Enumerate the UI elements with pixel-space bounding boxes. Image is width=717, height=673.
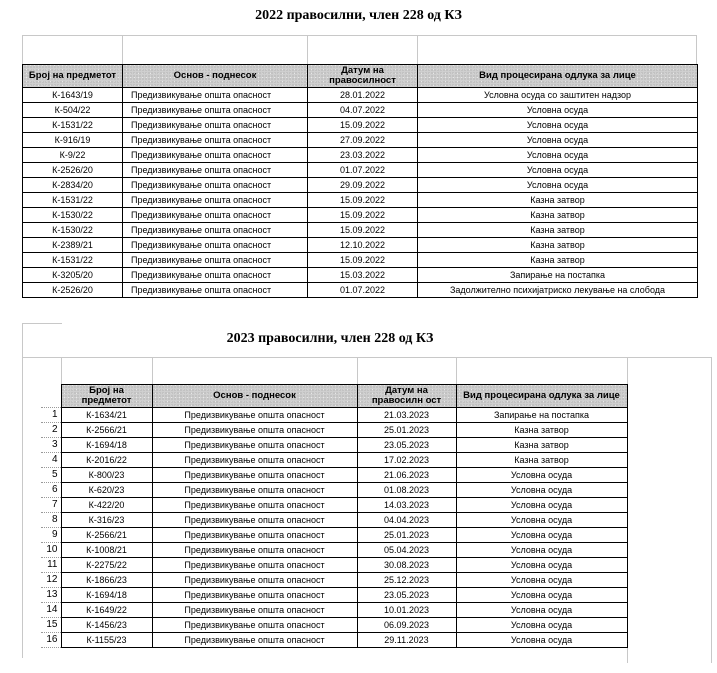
table-cell: 12.10.2022 xyxy=(308,238,418,253)
table-cell: Условна осуда xyxy=(456,513,627,528)
table-cell: Казна затвор xyxy=(418,253,698,268)
table-row xyxy=(41,528,627,543)
table-row xyxy=(23,283,698,298)
table-cell: Условна осуда xyxy=(456,558,627,573)
table-row xyxy=(41,468,627,483)
row-number: 14 xyxy=(41,603,61,618)
row-number: 12 xyxy=(41,573,61,588)
table-row xyxy=(41,423,627,438)
table-cell: Предизвикување општа опасност xyxy=(123,283,308,298)
table-cell: 27.09.2022 xyxy=(308,133,418,148)
table-cell: К-800/23 xyxy=(61,468,152,483)
table-cell: Предизвикување општа опасност xyxy=(123,118,308,133)
table-row xyxy=(41,558,627,573)
row-number: 8 xyxy=(41,513,61,528)
row-number: 9 xyxy=(41,528,61,543)
table-cell: 23.05.2023 xyxy=(357,588,456,603)
row-number: 5 xyxy=(41,468,61,483)
grid-line xyxy=(696,35,697,64)
table-cell: 05.04.2023 xyxy=(357,543,456,558)
table-cell: Предизвикување општа опасност xyxy=(152,498,357,513)
table-row xyxy=(23,238,698,253)
table-cell: 10.01.2023 xyxy=(357,603,456,618)
table-cell: 30.08.2023 xyxy=(357,558,456,573)
table-cell: К-504/22 xyxy=(23,103,123,118)
table-cell: Условна осуда xyxy=(456,588,627,603)
table-2023 xyxy=(41,384,628,648)
table-cell: Условна осуда xyxy=(418,148,698,163)
table-cell: Условна осуда xyxy=(418,103,698,118)
grid-line xyxy=(307,35,308,64)
table-cell: К-1866/23 xyxy=(61,573,152,588)
table-cell: К-316/23 xyxy=(61,513,152,528)
table-cell: 25.12.2023 xyxy=(357,573,456,588)
table-row xyxy=(23,163,698,178)
table-cell: Условна осуда xyxy=(456,573,627,588)
table-cell: Условна осуда xyxy=(456,618,627,633)
grid-line xyxy=(22,35,697,36)
table-cell: К-1531/22 xyxy=(23,253,123,268)
table-cell: 25.01.2023 xyxy=(357,528,456,543)
table-cell: 15.09.2022 xyxy=(308,208,418,223)
table-cell: К-2275/22 xyxy=(61,558,152,573)
table-cell: 28.01.2022 xyxy=(308,88,418,103)
table-cell: 15.03.2022 xyxy=(308,268,418,283)
table-cell: К-1530/22 xyxy=(23,208,123,223)
table-cell: Условна осуда xyxy=(418,133,698,148)
table-row xyxy=(41,453,627,468)
table-cell: 04.04.2023 xyxy=(357,513,456,528)
table-cell: Предизвикување општа опасност xyxy=(123,103,308,118)
table-cell: Предизвикување општа опасност xyxy=(152,468,357,483)
table-cell: К-1694/18 xyxy=(61,438,152,453)
table-cell: 15.09.2022 xyxy=(308,118,418,133)
table-cell: 15.09.2022 xyxy=(308,193,418,208)
table-cell: Предизвикување општа опасност xyxy=(152,438,357,453)
table-row xyxy=(23,148,698,163)
table-row xyxy=(41,498,627,513)
table-cell: К-1634/21 xyxy=(61,408,152,423)
table-cell: Предизвикување општа опасност xyxy=(123,193,308,208)
column-header: Датум на правосилн ост xyxy=(357,385,456,408)
grid-line xyxy=(22,35,23,64)
table-cell: Предизвикување општа опасност xyxy=(152,528,357,543)
column-header: Основ - поднесок xyxy=(123,65,308,88)
grid-line xyxy=(456,357,457,384)
table-cell: К-9/22 xyxy=(23,148,123,163)
table-cell: Предизвикување општа опасност xyxy=(152,588,357,603)
table-cell: Задолжително психијатриско лекување на слобода xyxy=(418,283,698,298)
table-cell: К-1456/23 xyxy=(61,618,152,633)
row-number: 11 xyxy=(41,558,61,573)
table-cell: Предизвикување општа опасност xyxy=(123,178,308,193)
table-cell: Предизвикување општа опасност xyxy=(123,148,308,163)
table-cell: 14.03.2023 xyxy=(357,498,456,513)
table-cell: К-1155/23 xyxy=(61,633,152,648)
table-row xyxy=(23,223,698,238)
table-cell: К-1530/22 xyxy=(23,223,123,238)
table-cell: Условна осуда xyxy=(456,543,627,558)
table-cell: К-2016/22 xyxy=(61,453,152,468)
table-row xyxy=(41,408,627,423)
table-cell: Предизвикување општа опасност xyxy=(152,573,357,588)
table-cell: 29.11.2023 xyxy=(357,633,456,648)
table-cell: Предизвикување општа опасност xyxy=(123,163,308,178)
table-row xyxy=(41,573,627,588)
table-cell: Предизвикување општа опасност xyxy=(123,133,308,148)
table-cell: 15.09.2022 xyxy=(308,253,418,268)
table-cell: 25.01.2023 xyxy=(357,423,456,438)
table-cell: Казна затвор xyxy=(456,423,627,438)
table-cell: Запирање на постапка xyxy=(418,268,698,283)
grid-line xyxy=(417,35,418,64)
table-cell: К-2526/20 xyxy=(23,283,123,298)
table-cell: К-3205/20 xyxy=(23,268,123,283)
table-cell: К-1649/22 xyxy=(61,603,152,618)
row-number: 2 xyxy=(41,423,61,438)
table-cell: Условна осуда xyxy=(456,468,627,483)
table-row xyxy=(23,88,698,103)
column-header: Датум на правосилност xyxy=(308,65,418,88)
table-cell: К-620/23 xyxy=(61,483,152,498)
table-row xyxy=(23,178,698,193)
table-cell: К-422/20 xyxy=(61,498,152,513)
column-header: Број на предметот xyxy=(61,385,152,408)
row-number: 16 xyxy=(41,633,61,648)
table-cell: К-1643/19 xyxy=(23,88,123,103)
table-row xyxy=(41,633,627,648)
table-cell: Предизвикување општа опасност xyxy=(152,423,357,438)
table-cell: Казна затвор xyxy=(418,193,698,208)
table-cell: 01.08.2023 xyxy=(357,483,456,498)
table-cell: 29.09.2022 xyxy=(308,178,418,193)
row-number: 7 xyxy=(41,498,61,513)
column-header: Вид процесирана одлука за лице xyxy=(418,65,698,88)
table-2022-title: 2022 правосилни, член 228 од КЗ xyxy=(255,8,462,23)
table-cell: Предизвикување општа опасност xyxy=(152,558,357,573)
table-cell: К-2566/21 xyxy=(61,423,152,438)
column-header: Број на предметот xyxy=(23,65,123,88)
table-cell: Казна затвор xyxy=(418,223,698,238)
table-header-row xyxy=(41,385,627,408)
table-cell: 21.03.2023 xyxy=(357,408,456,423)
table-cell: Предизвикување општа опасност xyxy=(123,268,308,283)
table-cell: 04.07.2022 xyxy=(308,103,418,118)
table-2023-title: 2023 правосилни, член 228 од КЗ xyxy=(226,331,434,346)
table-cell: К-2566/21 xyxy=(61,528,152,543)
table-cell: 17.02.2023 xyxy=(357,453,456,468)
table-row xyxy=(41,603,627,618)
table-cell: Предизвикување општа опасност xyxy=(152,603,357,618)
table-row xyxy=(41,513,627,528)
table-row xyxy=(23,118,698,133)
table-cell: Условна осуда xyxy=(456,603,627,618)
table-cell: К-916/19 xyxy=(23,133,123,148)
table-cell: 21.06.2023 xyxy=(357,468,456,483)
grid-line xyxy=(122,35,123,64)
table-cell: К-2526/20 xyxy=(23,163,123,178)
table-cell: Предизвикување општа опасност xyxy=(152,408,357,423)
grid-line xyxy=(152,357,153,384)
table-cell: Предизвикување општа опасност xyxy=(123,223,308,238)
table-row xyxy=(23,268,698,283)
table-cell: Условна осуда xyxy=(456,498,627,513)
table-cell: 15.09.2022 xyxy=(308,223,418,238)
table-cell: 23.05.2023 xyxy=(357,438,456,453)
row-number: 13 xyxy=(41,588,61,603)
table-cell: К-1008/21 xyxy=(61,543,152,558)
table-2022 xyxy=(22,64,698,298)
row-number: 6 xyxy=(41,483,61,498)
table-cell: Условна осуда xyxy=(418,163,698,178)
table-cell: Условна осуда xyxy=(418,118,698,133)
table-cell: Предизвикување општа опасност xyxy=(152,483,357,498)
table-cell: К-1531/22 xyxy=(23,193,123,208)
table-cell: Условна осуда xyxy=(456,528,627,543)
table-cell: Казна затвор xyxy=(418,208,698,223)
table-cell: Предизвикување општа опасност xyxy=(123,88,308,103)
grid-line xyxy=(711,357,712,663)
table-row xyxy=(41,588,627,603)
table-row xyxy=(41,543,627,558)
grid-line xyxy=(22,323,23,658)
table-cell: 06.09.2023 xyxy=(357,618,456,633)
table-cell: Казна затвор xyxy=(456,453,627,468)
table-cell: 01.07.2022 xyxy=(308,283,418,298)
table-row xyxy=(23,133,698,148)
table-cell: Предизвикување општа опасност xyxy=(152,513,357,528)
table-cell: Предизвикување општа опасност xyxy=(123,253,308,268)
table-cell: К-2389/21 xyxy=(23,238,123,253)
grid-line xyxy=(61,357,62,384)
grid-line xyxy=(357,357,358,384)
table-row xyxy=(23,103,698,118)
table-cell: Условна осуда xyxy=(456,483,627,498)
table-cell: Запирање на постапка xyxy=(456,408,627,423)
table-cell: Предизвикување општа опасност xyxy=(123,238,308,253)
table-cell: К-1531/22 xyxy=(23,118,123,133)
table-row xyxy=(41,618,627,633)
table-row xyxy=(41,438,627,453)
grid-line xyxy=(22,357,712,358)
row-number-header xyxy=(41,385,61,408)
table-cell: Предизвикување општа опасност xyxy=(123,208,308,223)
row-number: 1 xyxy=(41,408,61,423)
grid-line xyxy=(22,323,62,324)
row-number: 15 xyxy=(41,618,61,633)
column-header: Вид процесирана одлука за лице xyxy=(456,385,627,408)
table-cell: Условна осуда со заштитен надзор xyxy=(418,88,698,103)
table-cell: Условна осуда xyxy=(456,633,627,648)
table-cell: 23.03.2022 xyxy=(308,148,418,163)
table-cell: К-2834/20 xyxy=(23,178,123,193)
row-number: 4 xyxy=(41,453,61,468)
table-row xyxy=(23,253,698,268)
table-cell: Казна затвор xyxy=(418,238,698,253)
column-header: Основ - поднесок xyxy=(152,385,357,408)
row-number: 10 xyxy=(41,543,61,558)
table-row xyxy=(23,208,698,223)
table-cell: 01.07.2022 xyxy=(308,163,418,178)
table-cell: К-1694/18 xyxy=(61,588,152,603)
table-cell: Казна затвор xyxy=(456,438,627,453)
table-row xyxy=(41,483,627,498)
table-cell: Предизвикување општа опасност xyxy=(152,543,357,558)
row-number: 3 xyxy=(41,438,61,453)
table-cell: Предизвикување општа опасност xyxy=(152,618,357,633)
table-header-row xyxy=(23,65,698,88)
table-cell: Предизвикување општа опасност xyxy=(152,453,357,468)
table-row xyxy=(23,193,698,208)
table-cell: Условна осуда xyxy=(418,178,698,193)
table-cell: Предизвикување општа опасност xyxy=(152,633,357,648)
